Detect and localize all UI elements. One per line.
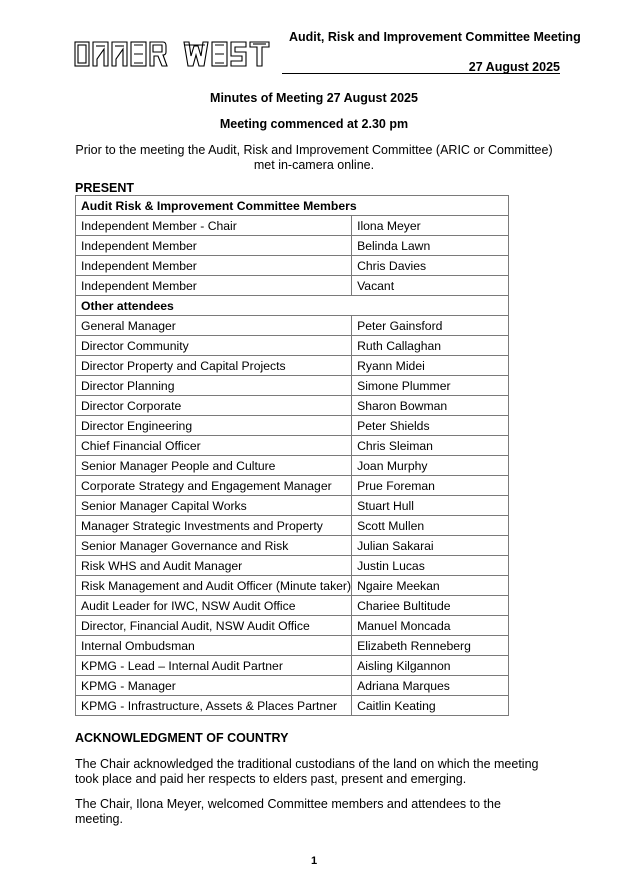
minutes-heading: Minutes of Meeting 27 August 2025 — [210, 91, 418, 105]
table-section-heading — [76, 296, 509, 316]
role-cell: Director Corporate — [76, 396, 352, 416]
name-cell: Ngaire Meekan — [352, 576, 509, 596]
present-heading: PRESENT — [75, 181, 135, 195]
table-row — [76, 396, 509, 416]
table-row — [76, 536, 509, 556]
name-cell: Manuel Moncada — [352, 616, 509, 636]
role-cell: KPMG - Lead – Internal Audit Partner — [76, 656, 352, 676]
name-cell: Joan Murphy — [352, 456, 509, 476]
role-cell: Director Engineering — [76, 416, 352, 436]
table-row — [76, 656, 509, 676]
name-cell: Aisling Kilgannon — [352, 656, 509, 676]
role-cell: Manager Strategic Investments and Property — [76, 516, 352, 536]
role-cell: Senior Manager People and Culture — [76, 456, 352, 476]
name-cell: Ryann Midei — [352, 356, 509, 376]
name-cell: Chris Davies — [352, 256, 509, 276]
section-heading-cell: Audit Risk & Improvement Committee Members — [76, 196, 509, 216]
role-cell: Senior Manager Capital Works — [76, 496, 352, 516]
name-cell: Elizabeth Renneberg — [352, 636, 509, 656]
role-cell: Audit Leader for IWC, NSW Audit Office — [76, 596, 352, 616]
table-row — [76, 516, 509, 536]
role-cell: Director Community — [76, 336, 352, 356]
name-cell: Chariee Bultitude — [352, 596, 509, 616]
name-cell: Adriana Marques — [352, 676, 509, 696]
table-row — [76, 416, 509, 436]
acknowledgment-paragraph: The Chair acknowledged the traditional custodians of the land on which the meeting took place and paid her respects to elders past, present and emerging. — [75, 757, 539, 786]
name-cell: Stuart Hull — [352, 496, 509, 516]
role-cell: Risk Management and Audit Officer (Minute taker) — [76, 576, 352, 596]
table-row — [76, 356, 509, 376]
intro-paragraph: Prior to the meeting the Audit, Risk and Improvement Committee (ARIC or Committee) met in-camera online. — [75, 143, 553, 172]
role-cell: Chief Financial Officer — [76, 436, 352, 456]
name-cell: Prue Foreman — [352, 476, 509, 496]
name-cell: Julian Sakarai — [352, 536, 509, 556]
table-row — [76, 436, 509, 456]
name-cell: Peter Shields — [352, 416, 509, 436]
role-cell: General Manager — [76, 316, 352, 336]
name-cell: Sharon Bowman — [352, 396, 509, 416]
header-title: Audit, Risk and Improvement Committee Meeting — [289, 30, 581, 44]
table-row — [76, 256, 509, 276]
table-row — [76, 456, 509, 476]
acknowledgment-heading: ACKNOWLEDGMENT OF COUNTRY — [75, 731, 289, 745]
role-cell: Corporate Strategy and Engagement Manager — [76, 476, 352, 496]
table-row — [76, 476, 509, 496]
commenced-time: Meeting commenced at 2.30 pm — [219, 117, 409, 131]
table-row — [76, 276, 509, 296]
inner-west-logo — [74, 40, 279, 75]
table-row — [76, 376, 509, 396]
role-cell: Senior Manager Governance and Risk — [76, 536, 352, 556]
table-row — [76, 696, 509, 716]
role-cell: Independent Member — [76, 276, 352, 296]
role-cell: Independent Member — [76, 236, 352, 256]
name-cell: Simone Plummer — [352, 376, 509, 396]
name-cell: Peter Gainsford — [352, 316, 509, 336]
table-section-heading — [76, 196, 509, 216]
table-row — [76, 676, 509, 696]
table-row — [76, 336, 509, 356]
role-cell: Independent Member — [76, 256, 352, 276]
page-number: 1 — [310, 855, 318, 867]
table-row — [76, 216, 509, 236]
role-cell: Director, Financial Audit, NSW Audit Office — [76, 616, 352, 636]
table-row — [76, 636, 509, 656]
header-date: 27 August 2025 — [468, 60, 560, 74]
role-cell: Risk WHS and Audit Manager — [76, 556, 352, 576]
table-row — [76, 496, 509, 516]
table-row — [76, 236, 509, 256]
table-row — [76, 616, 509, 636]
name-cell: Ruth Callaghan — [352, 336, 509, 356]
name-cell: Vacant — [352, 276, 509, 296]
role-cell: KPMG - Infrastructure, Assets & Places Partner — [76, 696, 352, 716]
role-cell: KPMG - Manager — [76, 676, 352, 696]
section-heading-cell: Other attendees — [76, 296, 509, 316]
name-cell: Chris Sleiman — [352, 436, 509, 456]
table-row — [76, 556, 509, 576]
table-row — [76, 316, 509, 336]
table-row — [76, 576, 509, 596]
attendance-table — [75, 195, 509, 716]
role-cell: Internal Ombudsman — [76, 636, 352, 656]
welcome-paragraph: The Chair, Ilona Meyer, welcomed Committee members and attendees to the meeting. — [75, 797, 501, 826]
role-cell: Director Property and Capital Projects — [76, 356, 352, 376]
role-cell: Director Planning — [76, 376, 352, 396]
name-cell: Scott Mullen — [352, 516, 509, 536]
name-cell: Ilona Meyer — [352, 216, 509, 236]
role-cell: Independent Member - Chair — [76, 216, 352, 236]
name-cell: Belinda Lawn — [352, 236, 509, 256]
name-cell: Justin Lucas — [352, 556, 509, 576]
table-row — [76, 596, 509, 616]
name-cell: Caitlin Keating — [352, 696, 509, 716]
